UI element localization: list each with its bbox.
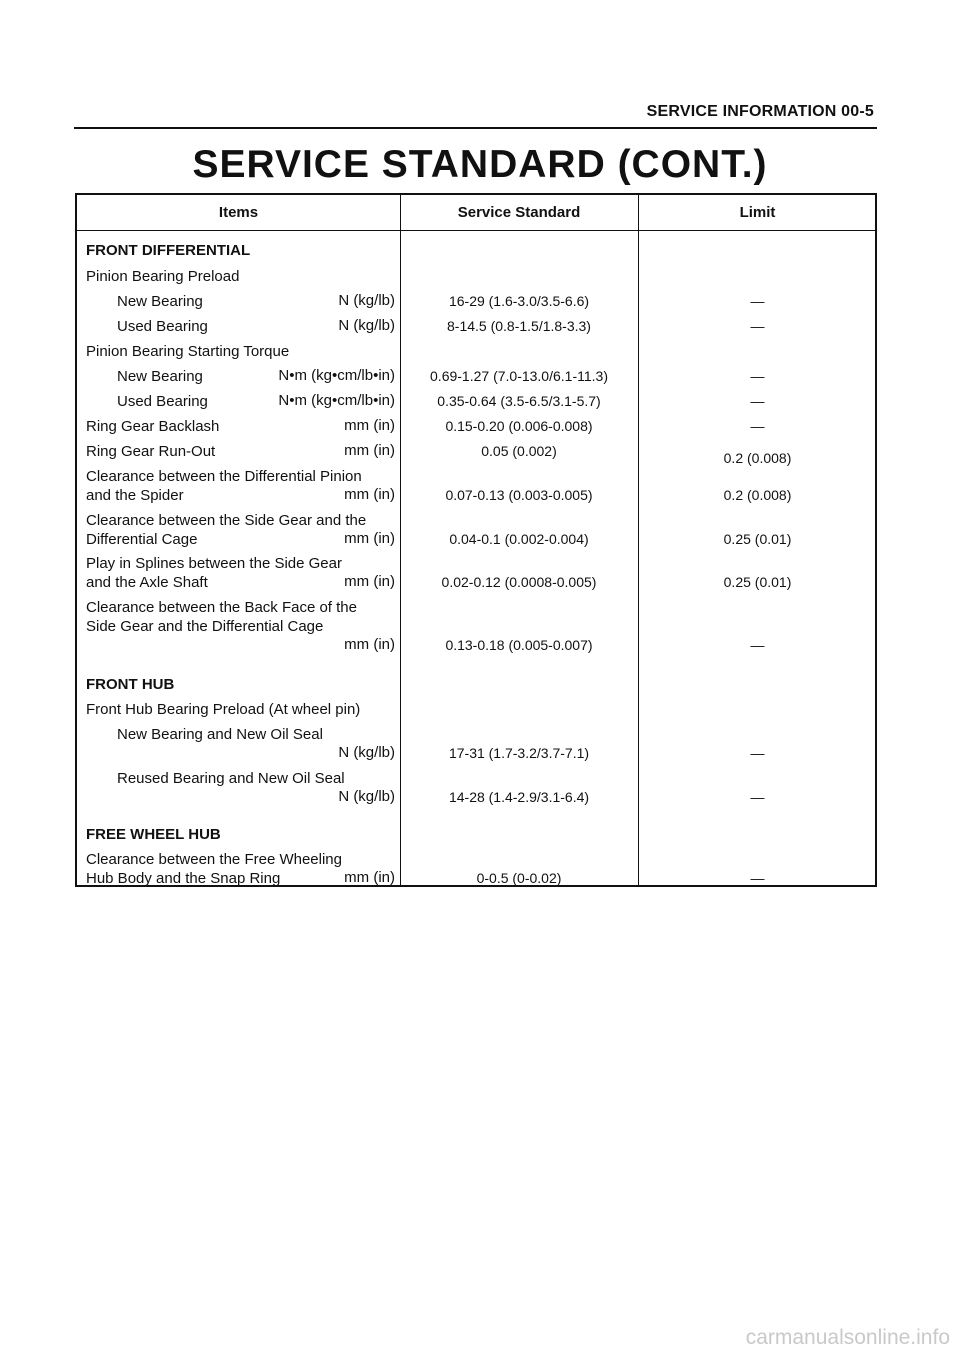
- item-label: Clearance between the Differential Pinion: [86, 468, 362, 485]
- unit-label: mm (in): [344, 573, 395, 590]
- service-value: 0.07-0.13 (0.003-0.005): [445, 487, 593, 503]
- limit-value: 0.2 (0.008): [723, 487, 792, 503]
- unit-label: N (kg/lb): [338, 317, 395, 334]
- item-label-cont: and the Spider: [86, 487, 184, 504]
- item-label-cont: Side Gear and the Differential Cage: [86, 618, 324, 635]
- item-label: Clearance between the Back Face of the: [86, 599, 357, 616]
- unit-label: N•m (kg•cm/lb•in): [278, 392, 395, 409]
- service-value: 0.02-0.12 (0.0008-0.005): [441, 574, 597, 590]
- item-label: Front Hub Bearing Preload (At wheel pin): [86, 701, 361, 718]
- service-value: 17-31 (1.7-3.2/3.7-7.1): [448, 745, 590, 761]
- header-divider: [77, 230, 875, 231]
- service-value: 0.15-0.20 (0.006-0.008): [445, 418, 593, 434]
- limit-value: 0.2 (0.008): [723, 450, 792, 466]
- limit-value: —: [750, 318, 765, 334]
- item-label: Pinion Bearing Starting Torque: [86, 343, 290, 360]
- limit-value: —: [750, 637, 765, 653]
- service-value: 0.35-0.64 (3.5-6.5/3.1-5.7): [437, 393, 601, 409]
- col-header-service-standard: Service Standard: [457, 204, 581, 221]
- item-label: New Bearing: [117, 368, 203, 385]
- item-label: Reused Bearing and New Oil Seal: [117, 770, 345, 787]
- limit-value: —: [750, 870, 765, 886]
- limit-value: —: [750, 393, 765, 409]
- unit-label: mm (in): [344, 636, 395, 653]
- limit-value: 0.25 (0.01): [723, 574, 792, 590]
- item-label: Pinion Bearing Preload: [86, 268, 240, 285]
- item-label: Ring Gear Backlash: [86, 418, 220, 435]
- item-label: Used Bearing: [117, 318, 208, 335]
- item-label-cont: Differential Cage: [86, 531, 198, 548]
- service-standard-table: [75, 193, 877, 887]
- service-value: 0-0.5 (0-0.02): [476, 870, 562, 886]
- item-label: Used Bearing: [117, 393, 208, 410]
- unit-label: N•m (kg•cm/lb•in): [278, 367, 395, 384]
- unit-label: N (kg/lb): [338, 292, 395, 309]
- section-heading: FRONT HUB: [86, 676, 175, 693]
- watermark: carmanualsonline.info: [745, 1326, 950, 1349]
- limit-value: —: [750, 293, 765, 309]
- section-heading: FREE WHEEL HUB: [86, 826, 221, 843]
- limit-value: 0.25 (0.01): [723, 531, 792, 547]
- header-rule: [74, 127, 877, 129]
- item-label: Ring Gear Run-Out: [86, 443, 216, 460]
- service-value: 0.04-0.1 (0.002-0.004): [449, 531, 589, 547]
- item-label: New Bearing and New Oil Seal: [117, 726, 323, 743]
- service-value: 0.69-1.27 (7.0-13.0/6.1-11.3): [430, 368, 608, 384]
- item-label-cont: and the Axle Shaft: [86, 574, 208, 591]
- service-value: 14-28 (1.4-2.9/3.1-6.4): [448, 789, 590, 805]
- service-value: 0.13-0.18 (0.005-0.007): [445, 637, 593, 653]
- service-value: 8-14.5 (0.8-1.5/1.8-3.3): [447, 318, 591, 334]
- item-label-cont: Hub Body and the Snap Ring: [86, 870, 281, 887]
- unit-label: mm (in): [344, 486, 395, 503]
- limit-value: —: [750, 368, 765, 384]
- item-label: Clearance between the Free Wheeling: [86, 851, 342, 868]
- section-heading: FRONT DIFFERENTIAL: [86, 242, 251, 259]
- limit-value: —: [750, 418, 765, 434]
- unit-label: mm (in): [344, 442, 395, 459]
- unit-label: mm (in): [344, 417, 395, 434]
- limit-value: —: [750, 789, 765, 805]
- item-label: Play in Splines between the Side Gear: [86, 555, 342, 572]
- unit-label: N (kg/lb): [338, 788, 395, 805]
- service-value: 0.05 (0.002): [481, 443, 557, 459]
- section-header: SERVICE INFORMATION 00-5: [646, 103, 874, 120]
- item-label: Clearance between the Side Gear and the: [86, 512, 367, 529]
- unit-label: mm (in): [344, 530, 395, 547]
- unit-label: N (kg/lb): [338, 744, 395, 761]
- col-header-items: Items: [218, 204, 259, 221]
- service-value: 16-29 (1.6-3.0/3.5-6.6): [448, 293, 590, 309]
- item-label: New Bearing: [117, 293, 203, 310]
- limit-value: —: [750, 745, 765, 761]
- col-header-limit: Limit: [739, 204, 776, 221]
- page-title: SERVICE STANDARD (CONT.): [192, 143, 768, 186]
- unit-label: mm (in): [344, 869, 395, 886]
